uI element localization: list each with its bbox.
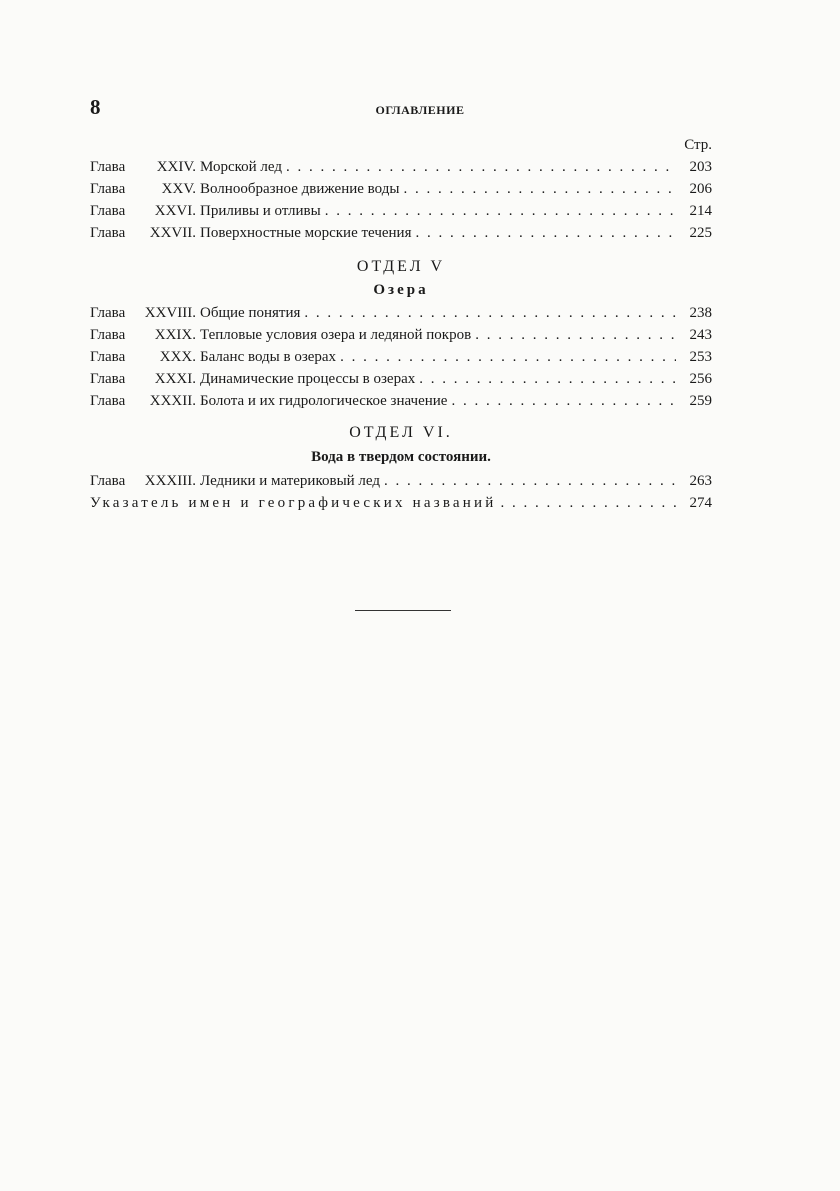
- dot-leader: [325, 200, 676, 222]
- toc-entry[interactable]: [90, 324, 712, 346]
- section-subtitle: Озера: [373, 282, 429, 298]
- chapter-numeral: XXXI.: [154, 371, 196, 387]
- chapter-title: Ледники и материковый лед: [200, 473, 380, 489]
- running-head: ОГЛАВЛЕНИЕ: [375, 103, 465, 117]
- page-ref: 256: [689, 371, 712, 387]
- chapter-numeral: XXXII.: [149, 393, 196, 409]
- chapter-numeral: XXVIII.: [144, 305, 196, 321]
- chapter-numeral: XXVI.: [154, 203, 196, 219]
- chapter-label: Глава: [90, 393, 126, 409]
- closing-rule: [355, 610, 451, 611]
- dot-leader: [451, 390, 676, 412]
- chapter-numeral: XXIX.: [154, 327, 196, 343]
- page-ref: 253: [689, 349, 712, 365]
- toc-entry[interactable]: [90, 346, 712, 368]
- chapter-title: Морской лед: [200, 159, 283, 175]
- chapter-title: Приливы и отливы: [200, 203, 321, 219]
- section-heading: ОТДЕЛ VI.: [349, 424, 453, 441]
- toc-entry[interactable]: [90, 156, 712, 178]
- chapter-label: Глава: [90, 473, 126, 489]
- dot-leader: [286, 156, 676, 178]
- chapter-title: Болота и их гидрологическое значение: [200, 393, 448, 409]
- page-ref: 238: [689, 305, 712, 321]
- chapter-label: Глава: [90, 305, 126, 321]
- page-ref: 214: [689, 203, 712, 219]
- dot-leader: [419, 368, 676, 390]
- chapter-title: Тепловые условия озера и ледяной покров: [200, 327, 472, 343]
- chapter-title: Поверхностные морские течения: [200, 225, 412, 241]
- section-subtitle: Вода в твердом состоянии.: [311, 449, 491, 465]
- chapter-numeral: XXVII.: [149, 225, 196, 241]
- toc-group-section-5: [90, 302, 712, 412]
- chapter-title: Динамические процессы в озерах: [200, 371, 416, 387]
- chapter-numeral: XXX.: [159, 349, 196, 365]
- page-ref: 274: [689, 495, 712, 511]
- page-column-label: Стр.: [684, 137, 712, 153]
- toc-entry[interactable]: [90, 470, 712, 492]
- page-ref: 203: [689, 159, 712, 175]
- toc-group-1: [90, 134, 712, 244]
- chapter-numeral: XXXIII.: [144, 473, 196, 489]
- page-ref: 206: [689, 181, 712, 197]
- dot-leader: [304, 302, 676, 324]
- toc-entry[interactable]: [90, 390, 712, 412]
- toc-group-section-6: [90, 470, 712, 514]
- toc-entry[interactable]: [90, 368, 712, 390]
- page-ref: 259: [689, 393, 712, 409]
- chapter-numeral: XXV.: [161, 181, 196, 197]
- page-ref: 243: [689, 327, 712, 343]
- chapter-label: Глава: [90, 349, 126, 365]
- page-number: 8: [90, 95, 101, 119]
- dot-leader: [340, 346, 676, 368]
- dot-leader: [403, 178, 676, 200]
- chapter-label: Глава: [90, 181, 126, 197]
- toc-entry[interactable]: [90, 200, 712, 222]
- toc-entry[interactable]: [90, 302, 712, 324]
- toc-entry-index[interactable]: [90, 492, 712, 514]
- chapter-label: Глава: [90, 159, 126, 175]
- chapter-numeral: XXIV.: [156, 159, 196, 175]
- section-heading: ОТДЕЛ V: [356, 258, 446, 275]
- chapter-label: Глава: [90, 225, 126, 241]
- index-title: Указатель имен и географических названий: [90, 495, 497, 511]
- dot-leader: [415, 222, 676, 244]
- chapter-label: Глава: [90, 371, 126, 387]
- chapter-title: Общие понятия: [200, 305, 301, 321]
- chapter-label: Глава: [90, 203, 126, 219]
- chapter-label: Глава: [90, 327, 126, 343]
- toc-entry[interactable]: [90, 178, 712, 200]
- page-ref: 263: [689, 473, 712, 489]
- chapter-title: Волнообразное движение воды: [200, 181, 400, 197]
- dot-leader: [384, 470, 676, 492]
- dot-leader: [500, 492, 676, 514]
- dot-leader: [475, 324, 676, 346]
- toc-entry[interactable]: [90, 222, 712, 244]
- chapter-title: Баланс воды в озерах: [200, 349, 337, 365]
- page-ref: 225: [689, 225, 712, 241]
